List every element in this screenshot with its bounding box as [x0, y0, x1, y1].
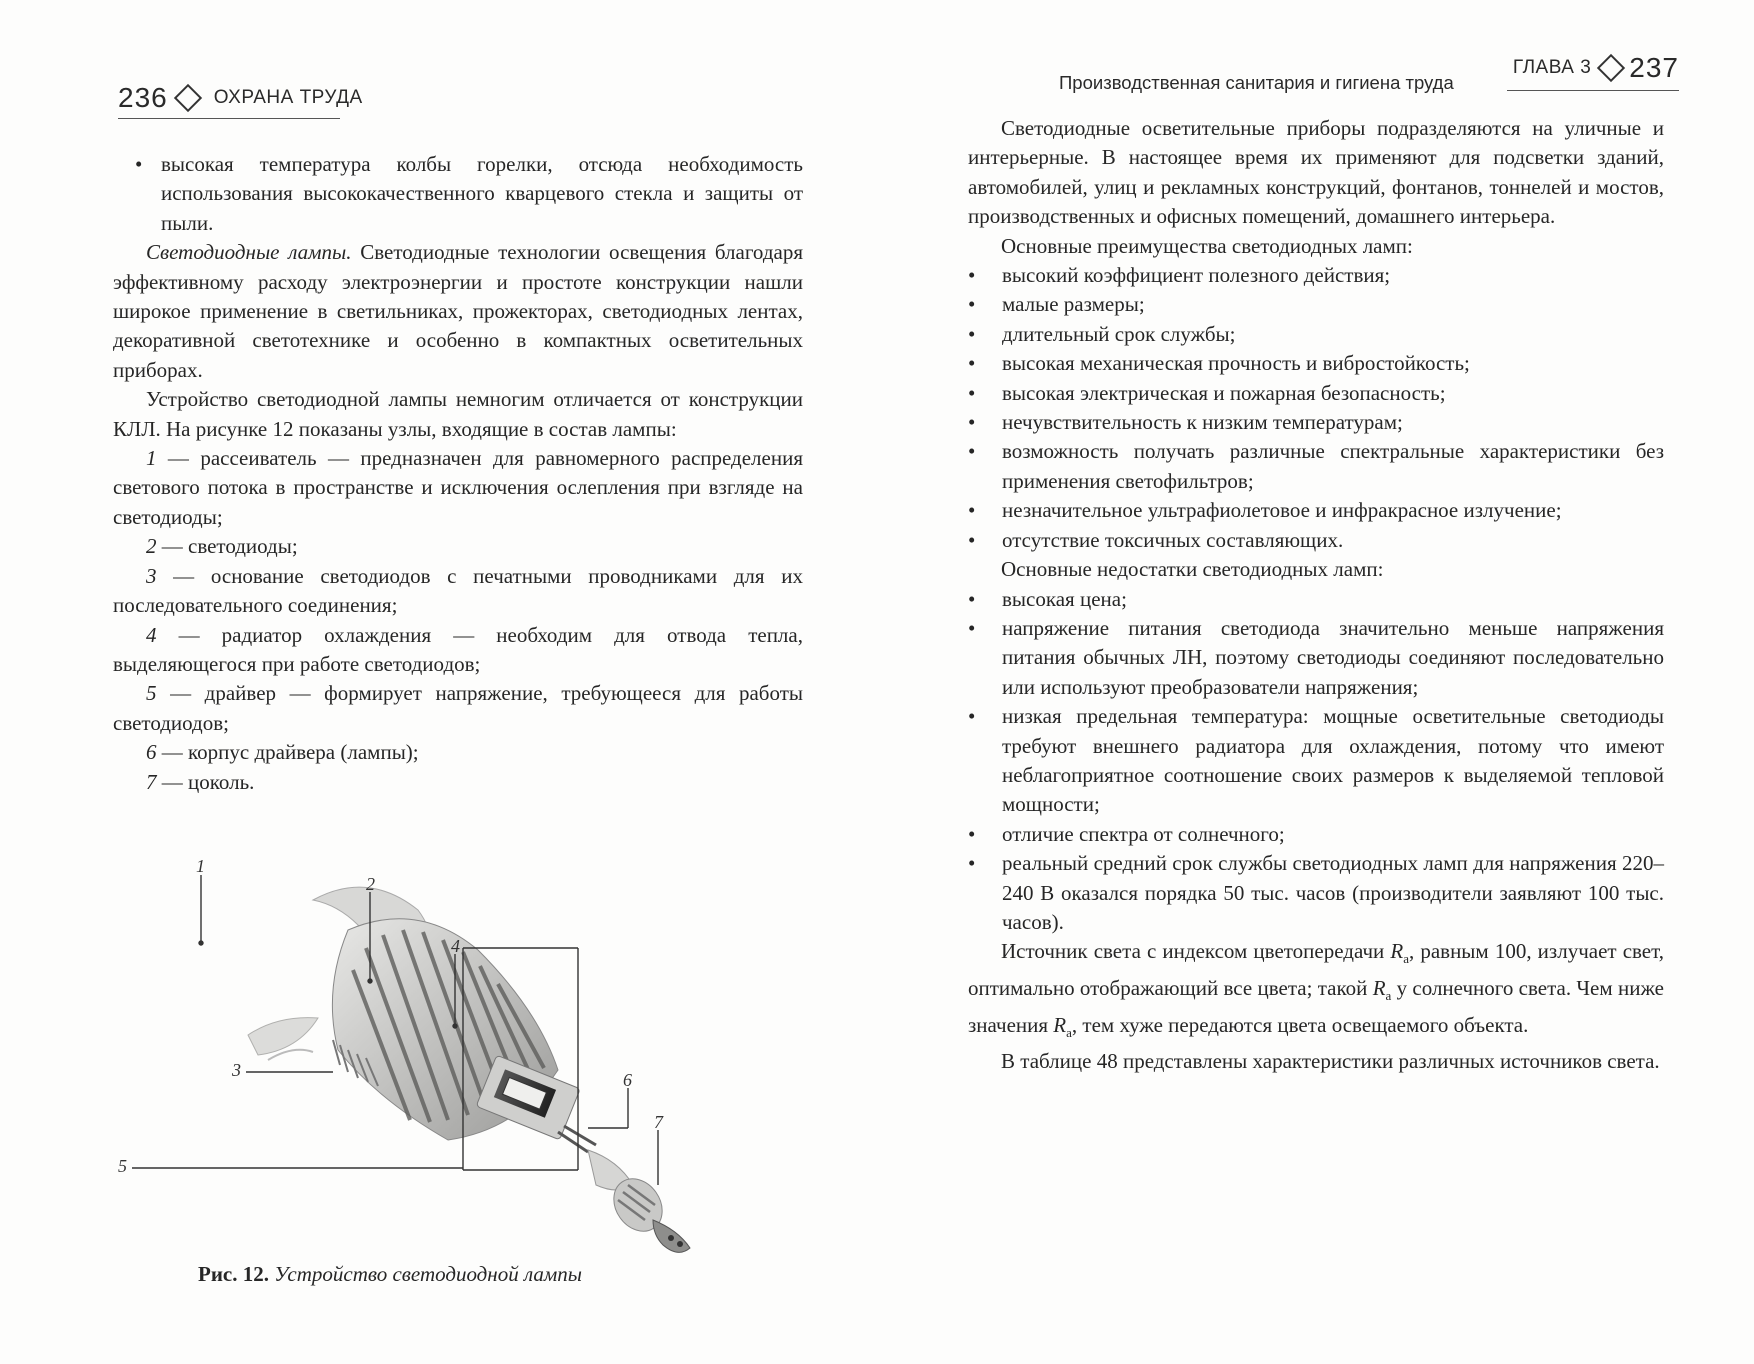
part-number: 1: [146, 446, 157, 471]
chapter-label: ГЛАВА 3: [1512, 57, 1592, 78]
part-text: — рассеиватель — предназначен для равномерного распределения светового потока в пространстве и исключения ослепления при взгляде на светодиоды;: [113, 446, 803, 529]
header-rule: [118, 118, 340, 119]
advantage-item: • высокая электрическая и пожарная безопасность;: [968, 379, 1664, 408]
part-number: 6: [146, 740, 157, 765]
left-running-title: ОХРАНА ТРУДА: [213, 87, 363, 108]
part-text: — радиатор охлаждения — необходим для отвода тепла, выделяющегося при работе светодиодов;: [113, 622, 803, 676]
part-item: [113, 768, 803, 797]
part-item: [113, 532, 803, 561]
ra-text-3: у солнечного света. Чем ниже значения: [968, 975, 1664, 1037]
part-text: — цоколь.: [156, 769, 255, 794]
ra-text-1: Источник света с индексом цветопередачи: [1001, 939, 1391, 964]
led-lamp-figure: [118, 840, 818, 1260]
left-body-text: [113, 150, 803, 797]
part-number: 3: [146, 563, 157, 588]
ra-symbol: R: [1390, 939, 1404, 964]
ra-subscript: а: [1066, 1024, 1072, 1040]
caption-title: Устройство светодиодной лампы: [274, 1262, 583, 1286]
advantage-item: • длительный срок службы;: [968, 320, 1664, 349]
ra-subscript: а: [1385, 988, 1392, 1004]
disadvantage-item: • высокая цена;: [968, 585, 1664, 614]
led-paragraph: [113, 238, 803, 385]
right-running-subtitle: Производственная санитария и гигиена труда: [1059, 72, 1454, 93]
callout-1: 1: [196, 856, 205, 876]
diamond-icon: [174, 84, 202, 112]
led-paragraph-text: Светодиодные технологии освещения благодаря эффективному расходу электроэнергии и простоте конструкции нашли широкое применение в светильниках, прожекторах, светодиодных лентах, декоративной светотехнике и особенно в компактных осветительных приборах.: [113, 240, 803, 382]
callout-7: 7: [654, 1112, 663, 1132]
advantage-item: • нечувствительность к низким температурам;: [968, 408, 1664, 437]
diamond-icon: [1597, 54, 1625, 82]
part-number: 4: [146, 622, 157, 647]
part-text: — драйвер — формирует напряжение, требующееся для работы светодиодов;: [113, 681, 803, 735]
chapter-marker: [1513, 52, 1679, 84]
part-number: 7: [146, 769, 157, 794]
callout-3: 3: [232, 1060, 241, 1080]
part-text: — светодиоды;: [156, 534, 298, 559]
left-running-header: [118, 82, 363, 114]
disadvantage-item: • напряжение питания светодиода значительно меньше напряжения питания обычных ЛН, поэтому светодиоды соединяют последовательно или используют преобразователи напряжения;: [968, 614, 1664, 702]
device-paragraph: Устройство светодиодной лампы немногим отличается от конструкции КЛЛ. На рисунке 12 показаны узлы, входящие в состав лампы:: [113, 387, 803, 441]
right-page: [877, 0, 1754, 1364]
part-item: [113, 738, 803, 767]
table-reference-paragraph: В таблице 48 представлены характеристики различных источников света.: [1001, 1049, 1660, 1074]
advantage-item: • малые размеры;: [968, 290, 1664, 319]
led-heading: Светодиодные лампы.: [146, 240, 352, 265]
part-number: 5: [146, 681, 157, 706]
ra-symbol: R: [1053, 1012, 1067, 1037]
callout-6: 6: [623, 1070, 632, 1090]
part-item: [113, 562, 803, 621]
advantage-item: • незначительное ультрафиолетовое и инфракрасное излучение;: [968, 496, 1664, 525]
part-text: — основание светодиодов с печатными проводниками для их последовательного соединения;: [113, 563, 803, 618]
right-page-number: 237: [1629, 52, 1679, 83]
disadvantages-heading: Основные недостатки светодиодных ламп:: [1001, 557, 1384, 582]
disadvantage-item: • отличие спектра от солнечного;: [968, 820, 1664, 849]
ra-symbol: R: [1372, 975, 1386, 1000]
color-rendering-paragraph: [968, 937, 1664, 1047]
right-body-text: [968, 114, 1664, 1077]
part-item: [113, 444, 803, 532]
callout-4: 4: [451, 936, 460, 956]
advantages-heading: Основные преимущества светодиодных ламп:: [1001, 233, 1413, 258]
led-lamp-illustration: [118, 840, 818, 1260]
advantage-item: • высокая механическая прочность и вибростойкость;: [968, 349, 1664, 378]
caption-label: Рис. 12.: [198, 1262, 269, 1286]
ra-text-4: , тем хуже передаются цвета освещаемого объекта.: [1071, 1012, 1529, 1037]
part-item: [113, 679, 803, 738]
callout-5: 5: [118, 1156, 127, 1176]
applications-paragraph: Светодиодные осветительные приборы подразделяются на уличные и интерьерные. В настоящее время их применяют для подсветки зданий, автомобилей, улиц и рекламных конструкций, фонтанов, тоннелей и мостов, производственных и офисных помещений, домашнего интерьера.: [968, 116, 1664, 229]
ra-subscript: а: [1403, 951, 1409, 967]
figure-caption: [198, 1262, 582, 1287]
advantage-item: • высокий коэффициент полезного действия;: [968, 261, 1664, 290]
part-item: [113, 621, 803, 680]
part-text: — корпус драйвера (лампы);: [156, 740, 419, 765]
disadvantage-item: • низкая предельная температура: мощные осветительные светодиоды требуют внешнего радиатора для охлаждения, потому что имеют неблагоприятное соотношение своих размеров к выделяемой тепловой мощности;: [968, 702, 1664, 820]
header-rule: [1507, 90, 1679, 91]
ra-text-2: , равным 100, излучает свет, оптимально отображающий все цвета; такой: [968, 939, 1664, 1000]
right-running-header: [1059, 52, 1679, 102]
advantage-item: • отсутствие токсичных составляющих.: [968, 526, 1664, 555]
intro-bullet: • высокая температура колбы горелки, отсюда необходимость использования высококачественного кварцевого стекла и защиты от пыли.: [113, 150, 803, 238]
left-page-number: 236: [118, 82, 168, 113]
advantage-item: • возможность получать различные спектральные характеристики без применения светофильтров;: [968, 437, 1664, 496]
part-number: 2: [146, 534, 157, 559]
callout-2: 2: [366, 874, 375, 894]
disadvantage-item: • реальный средний срок службы светодиодных ламп для напряжения 220–240 В оказался порядка 50 тыс. часов (производители заявляют 100 тыс. часов).: [968, 849, 1664, 937]
